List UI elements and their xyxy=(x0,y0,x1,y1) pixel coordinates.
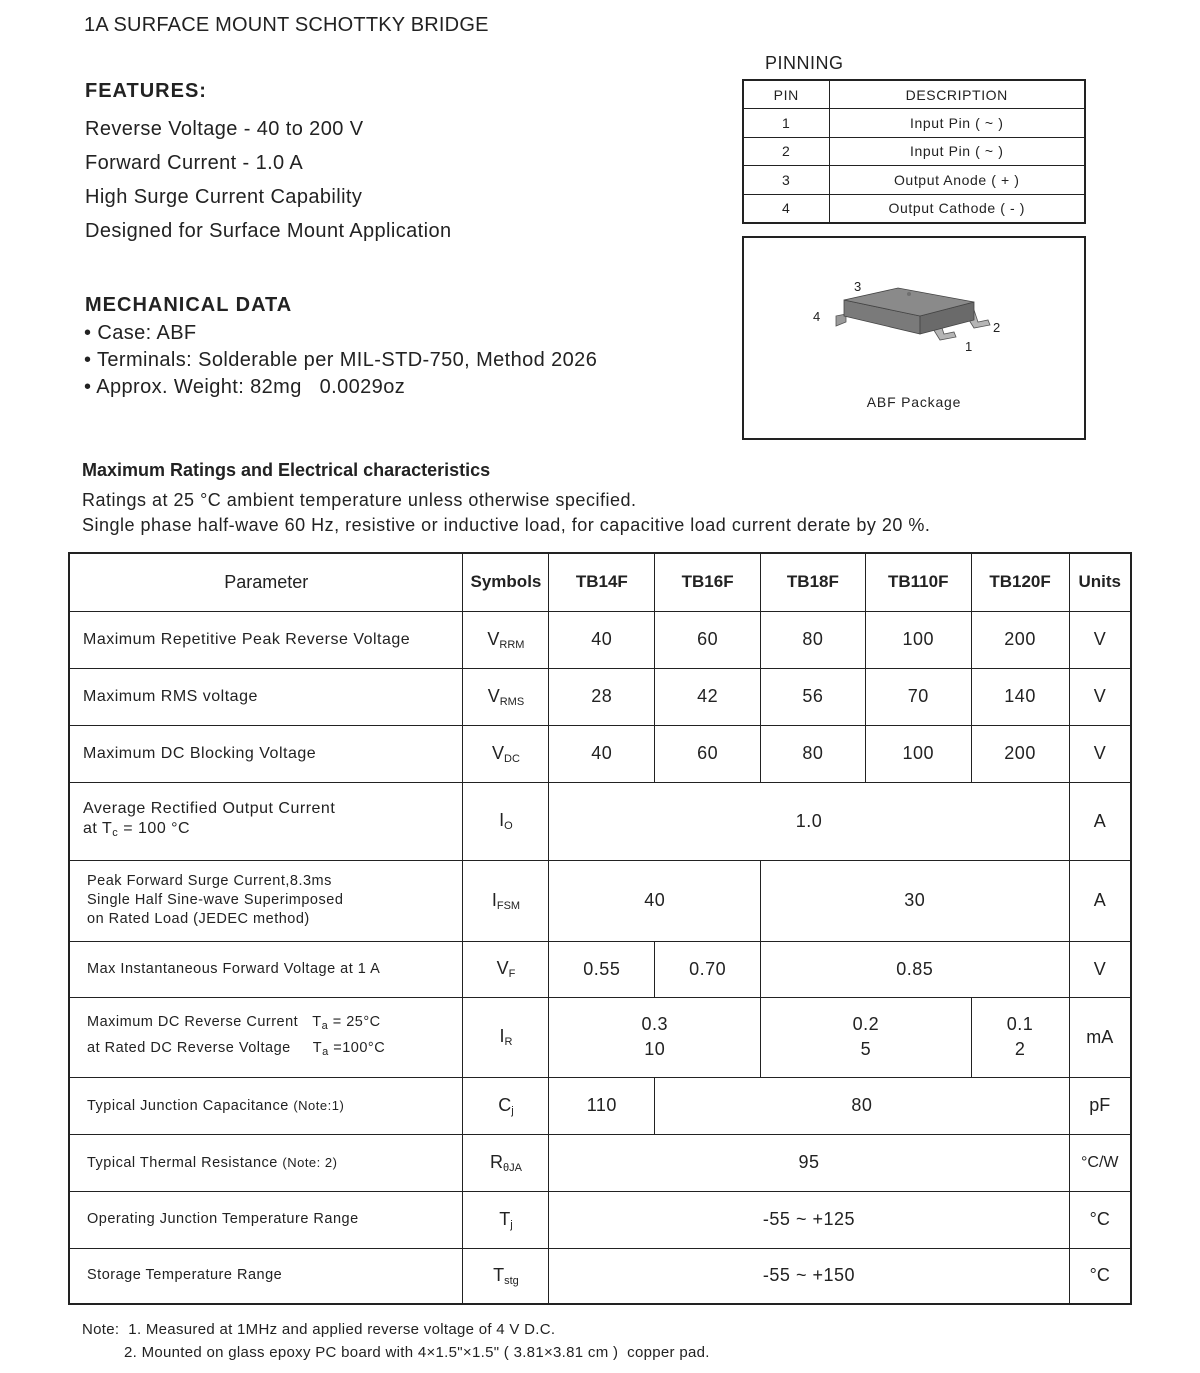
pin-description: Input Pin ( ~ ) xyxy=(829,137,1085,166)
table-row xyxy=(69,1191,1131,1248)
value-cell: 0.55 xyxy=(549,941,655,997)
mechanical-item: • Approx. Weight: 82mg 0.0029oz xyxy=(84,376,406,398)
feature-item: High Surge Current Capability xyxy=(85,186,363,208)
value-cell: 40 xyxy=(549,725,655,782)
pin-label-2: 2 xyxy=(993,320,1001,335)
table-header-row xyxy=(69,553,1131,611)
feature-item: Designed for Surface Mount Application xyxy=(85,220,452,242)
pin-description: Output Anode ( + ) xyxy=(829,166,1085,195)
value-cell: 80 xyxy=(761,611,866,668)
value-cell: 0.85 xyxy=(761,941,1069,997)
ratings-note: Single phase half-wave 60 Hz, resistive or inductive load, for capacitive load current derate by 20 %. xyxy=(82,515,931,535)
value-cell: 0.3 10 xyxy=(549,997,761,1077)
note-label: Note: xyxy=(82,1321,120,1338)
pinning-table xyxy=(742,79,1086,224)
value-cell: 28 xyxy=(549,668,655,725)
parameter-cell: Operating Junction Temperature Range xyxy=(69,1191,463,1248)
value-cell: 140 xyxy=(971,668,1069,725)
parameter-cell: Typical Junction Capacitance (Note:1) xyxy=(69,1077,463,1134)
description-column-header: DESCRIPTION xyxy=(829,80,1085,109)
tb18f-header: TB18F xyxy=(761,553,866,611)
tb120f-header: TB120F xyxy=(971,553,1069,611)
unit-cell: V xyxy=(1069,668,1131,725)
parameter-header: Parameter xyxy=(69,553,463,611)
pinning-row xyxy=(743,137,1085,166)
value-cell: 100 xyxy=(865,725,971,782)
unit-cell: V xyxy=(1069,725,1131,782)
value-cell: 40 xyxy=(549,860,761,941)
value-cell: 70 xyxy=(865,668,971,725)
value-cell: 60 xyxy=(655,725,761,782)
symbol-cell: $I_O$ xyxy=(463,782,549,860)
table-row xyxy=(69,782,1131,860)
symbol-cell: $V_{RMS}$ xyxy=(463,668,549,725)
parameter-cell: Maximum DC Blocking Voltage xyxy=(69,725,463,782)
table-row xyxy=(69,611,1131,668)
symbol-cell: $T_j$ xyxy=(463,1191,549,1248)
ratings-note: Ratings at 25 °C ambient temperature unless otherwise specified. xyxy=(82,490,637,510)
parameter-cell: Peak Forward Surge Current,8.3ms Single Half Sine-wave Superimposed on Rated Load (JEDEC method) xyxy=(69,860,463,941)
pin-number: 2 xyxy=(743,137,829,166)
feature-item: Reverse Voltage - 40 to 200 V xyxy=(85,118,364,140)
unit-cell: V xyxy=(1069,941,1131,997)
symbol-cell: $I_{FSM}$ xyxy=(463,860,549,941)
table-row xyxy=(69,1134,1131,1191)
value-cell: 0.2 5 xyxy=(761,997,972,1077)
feature-item: Forward Current - 1.0 A xyxy=(85,152,304,174)
table-row xyxy=(69,668,1131,725)
unit-cell: °C xyxy=(1069,1191,1131,1248)
pin-number: 4 xyxy=(743,194,829,223)
value-cell: 110 xyxy=(549,1077,655,1134)
parameter-cell: Average Rectified Output Current at $T_c = 100$ °C xyxy=(69,782,463,860)
features-heading: FEATURES: xyxy=(85,80,207,102)
symbol-cell: $V_F$ xyxy=(463,941,549,997)
pin-label-4: 4 xyxy=(813,309,821,324)
symbol-cell: $I_R$ xyxy=(463,997,549,1077)
footnote-1: 1. Measured at 1MHz and applied reverse voltage of 4 V D.C. xyxy=(128,1321,556,1338)
value-cell: -55 ~ +125 xyxy=(549,1191,1069,1248)
value-cell: 0.1 2 xyxy=(971,997,1069,1077)
footnotes xyxy=(82,1318,710,1364)
value-cell: 80 xyxy=(761,725,866,782)
unit-cell: pF xyxy=(1069,1077,1131,1134)
value-cell: 200 xyxy=(971,725,1069,782)
parameter-cell: Maximum RMS voltage xyxy=(69,668,463,725)
value-cell: 200 xyxy=(971,611,1069,668)
mechanical-heading: MECHANICAL DATA xyxy=(85,294,293,316)
package-label: ABF Package xyxy=(866,394,962,410)
pinning-heading: PINNING xyxy=(765,53,844,73)
pin-label-1: 1 xyxy=(965,339,973,354)
symbol-cell: $T_{stg}$ xyxy=(463,1248,549,1304)
parameter-cell: Max Instantaneous Forward Voltage at 1 A xyxy=(69,941,463,997)
table-row xyxy=(69,725,1131,782)
mechanical-item: • Terminals: Solderable per MIL-STD-750, Method 2026 xyxy=(84,349,598,371)
unit-cell: °C/W xyxy=(1069,1134,1131,1191)
table-row xyxy=(69,1077,1131,1134)
pin-label-3: 3 xyxy=(854,279,862,294)
value-cell: 80 xyxy=(655,1077,1069,1134)
unit-cell: A xyxy=(1069,860,1131,941)
tb16f-header: TB16F xyxy=(655,553,761,611)
pin-number: 3 xyxy=(743,166,829,195)
package-illustration xyxy=(742,236,1086,440)
value-cell: -55 ~ +150 xyxy=(549,1248,1069,1304)
table-row xyxy=(69,997,1131,1077)
symbol-cell: $R_{\theta JA}$ xyxy=(463,1134,549,1191)
value-cell: 95 xyxy=(549,1134,1069,1191)
pinning-row xyxy=(743,109,1085,138)
value-cell: 1.0 xyxy=(549,782,1069,860)
unit-cell: °C xyxy=(1069,1248,1131,1304)
pin-description: Input Pin ( ~ ) xyxy=(829,109,1085,138)
parameter-cell: Typical Thermal Resistance (Note: 2) xyxy=(69,1134,463,1191)
parameter-cell: Storage Temperature Range xyxy=(69,1248,463,1304)
pinning-header-row xyxy=(743,80,1085,109)
ratings-heading: Maximum Ratings and Electrical characteristics xyxy=(82,460,491,480)
unit-cell: mA xyxy=(1069,997,1131,1077)
table-row xyxy=(69,941,1131,997)
value-cell: 30 xyxy=(761,860,1069,941)
features-list xyxy=(85,112,452,248)
table-row xyxy=(69,860,1131,941)
tb14f-header: TB14F xyxy=(549,553,655,611)
mechanical-item: • Case: ABF xyxy=(84,322,197,344)
parameter-cell: Maximum Repetitive Peak Reverse Voltage xyxy=(69,611,463,668)
pin-column-header: PIN xyxy=(743,80,829,109)
value-cell: 0.70 xyxy=(655,941,761,997)
pinning-row xyxy=(743,166,1085,195)
unit-cell: V xyxy=(1069,611,1131,668)
value-cell: 42 xyxy=(655,668,761,725)
symbols-header: Symbols xyxy=(463,553,549,611)
parameter-cell: Maximum DC Reverse Current $T_a = 25^\circ C$ at Rated DC Reverse Voltage $T_a =100^\circ C$ xyxy=(69,997,463,1077)
pinning-row xyxy=(743,194,1085,223)
mechanical-list xyxy=(84,320,597,401)
value-cell: 100 xyxy=(865,611,971,668)
value-cell: 40 xyxy=(549,611,655,668)
unit-cell: A xyxy=(1069,782,1131,860)
symbol-cell: $V_{DC}$ xyxy=(463,725,549,782)
table-row xyxy=(69,1248,1131,1304)
tb110f-header: TB110F xyxy=(865,553,971,611)
footnote-2: 2. Mounted on glass epoxy PC board with 4×1.5"×1.5" ( 3.81×3.81 cm ) copper pad. xyxy=(124,1344,710,1361)
units-header: Units xyxy=(1069,553,1131,611)
pin-description: Output Cathode ( - ) xyxy=(829,194,1085,223)
symbol-cell: $C_j$ xyxy=(463,1077,549,1134)
value-cell: 60 xyxy=(655,611,761,668)
ratings-table xyxy=(68,552,1132,1305)
document-title: 1A SURFACE MOUNT SCHOTTKY BRIDGE xyxy=(84,14,489,36)
pin-number: 1 xyxy=(743,109,829,138)
value-cell: 56 xyxy=(761,668,866,725)
symbol-cell: $V_{RRM}$ xyxy=(463,611,549,668)
